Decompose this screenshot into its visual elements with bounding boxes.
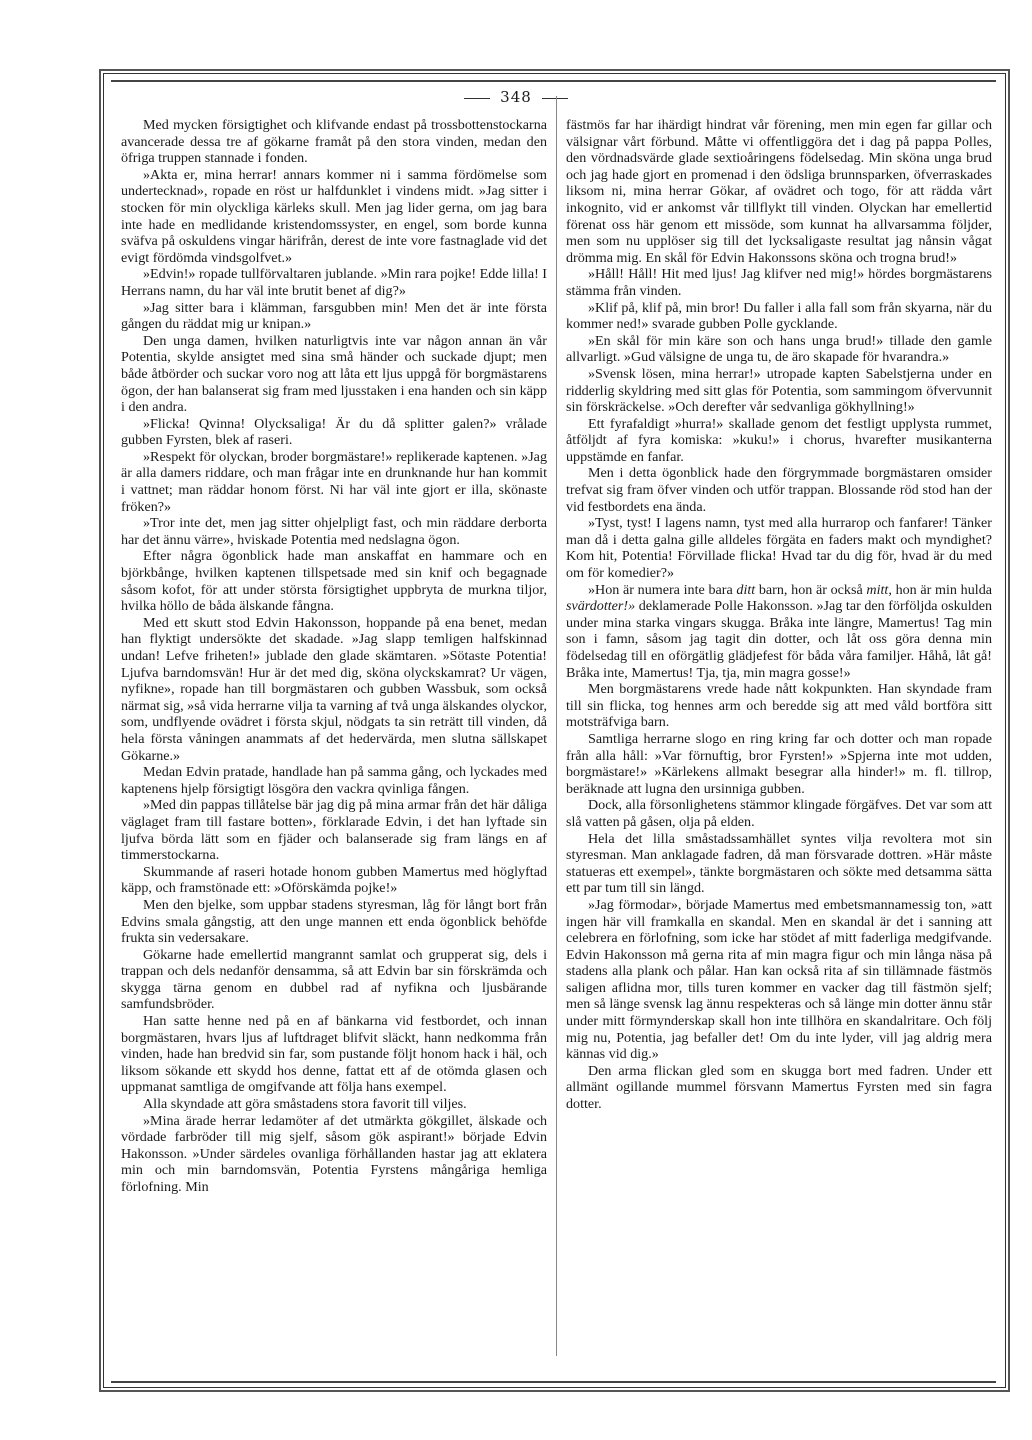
- paragraph: »Mina ärade herrar ledamöter af det utmärkta gökgillet, älskade och vördade farbröder till mig sjelf, såsom gök aspirant!» började Edvin Hakonsson. »Under särdeles ovanliga förhållanden hastar jag att eklatera min och min barndomsvän, Potentia Fyrstens mångåriga hemliga förlofning. Min: [121, 1112, 547, 1195]
- paragraph: Med mycken försigtighet och klifvande endast på trossbottenstockarna avancerade dessa tre af gökarne framåt på den stora vinden, medan den öfriga truppen stannade i fonden.: [121, 117, 547, 167]
- left-column: [121, 117, 547, 1196]
- text-run: »Hon är numera inte bara: [588, 581, 737, 598]
- paragraph: Alla skyndade att göra småstadens stora favorit till viljes.: [143, 1096, 467, 1113]
- page-number: 348: [500, 88, 532, 106]
- paragraph: Men i detta ögonblick hade den förgrymmade borgmästaren omsider trefvat sig fram öfver vinden och utför trappan. Blossande röd stod han der vid festbordets ena ända.: [566, 465, 992, 515]
- paragraph: Han satte henne ned på en af bänkarna vid festbordet, och innan borgmästaren, hvars ljus af luftdraget blifvit släckt, hann nedkomma från vinden, hade han bredvid sin far, som pustande följt honom hack i häl, och liksom sökande ett skydd hos denne, fattat ett af de otömda glasen och uppmanat samtliga de omgifvande att följa hans exempel.: [121, 1013, 547, 1096]
- text-run: barn, hon är också: [755, 581, 867, 598]
- paragraph: Efter några ögonblick hade man anskaffat en hammare och en björkbånge, hvilken kaptenen tillspetsade med sin knif och begagnade såsom kofot, för att under största försigtighet uppbryta de murkna tiljor, hvilka höllo de båda älskande fångna.: [121, 548, 547, 615]
- paragraph: Gökarne hade emellertid mangrannt samlat och grupperat sig, dels i trappan och dels nedanför densamma, så att Edvin bar sin förskrämda och skygga tärna genom en dubbel rad af nyfikna och ljusbärande samfundsbröder.: [121, 946, 547, 1013]
- paragraph: Medan Edvin pratade, handlade han på samma gång, och lyckades med kaptenens hjelp försigtigt lösgöra den vackra qvinliga fången.: [121, 764, 547, 797]
- paragraph: Den unga damen, hvilken naturligtvis inte var någon annan än vår Potentia, skylde ansigtet med sina små händer och suckade djupt; men både åtbörder och suckar voro nog att låta ett ljus uppgå för borgmästarens ögon, der han balanserat sig fram med ljusstaken i ena handen och sin käpp i den andra.: [121, 332, 547, 416]
- paragraph: Men borgmästarens vrede hade nått kokpunkten. Han skyndade fram till sin flicka, tog hennes arm och beredde sig att med våld bortföra sitt motsträfviga barn.: [566, 681, 992, 731]
- column-divider: [556, 96, 558, 1356]
- paragraph: Dock, alla försonlighetens stämmor klingade förgäfves. Det var som att slå vatten på gåsen, olja på elden.: [566, 797, 992, 830]
- paragraph: »Klif på, klif på, min bror! Du faller i alla fall som från skyarna, när du kommer ned!» svarade gubben Polle gycklande.: [566, 299, 992, 333]
- paragraph: »Edvin!» ropade tullförvaltaren jublande. »Min rara pojke! Edde lilla! I Herrans namn, du har väl inte brutit benet af dig?»: [121, 266, 547, 299]
- text-run: deklamerade Polle Hakonsson. »Jag tar den förföljda oskulden under mina starka vingars skugga. Bråka inte längre, Mamertus! Tag min son i famn, såsom jag tagit din dotter, och låt oss göra denna min födelsedag till en oförgätlig glädjefest för båda våra familjer. Håhå, låt gå! Bråka inte, Mamertus! Tja, tja, min magra gosse!»: [566, 598, 992, 681]
- header-dash-right: [542, 98, 568, 99]
- emphasis: mitt: [866, 581, 889, 598]
- header-dash-left: [464, 98, 490, 99]
- paragraph: Ett fyrafaldigt »hurra!» skallade genom det festligt upplysta rummet, åtföljdt af fyra komiska: »kuku!» i chorus, hvarefter musikanterna uppstämde en fanfar.: [566, 415, 992, 465]
- paragraph: »Jag förmodar», började Mamertus med embetsmannamessig ton, »att ingen här vill framkalla en skandal. Men en skandal är det i sanning att celebrera en förlofning, som icke har stödet af mitt faderliga medgifvande. Edvin Hakonsson må gerna rita af min magra figur och min långa näsa på stadens alla plank och pålar. Han kan också rita af sin tillämnade fästmös saligen aflidna mor, tills turen kommer en vacker dag till fästmön sjelf; men så länge svensk lag ännu respekteras och så länge min dotter ännu står under mitt förmynderskap skall hon inte tillhöra en skandalritare. Och följ mig nu, Potentia, jag befaller det! Om du inte lyder, vill jag aldrig mera kännas vid dig.»: [566, 896, 992, 1063]
- page-header: [0, 88, 1032, 106]
- paragraph: »Med din pappas tillåtelse bär jag dig på mina armar från det här dåliga väglaget fram till fastare botten», förklarade Edvin, i det han lyftade sin ljufva börda lätt som en fjäder och balanserade sig fram längs en af timmerstockarna.: [121, 797, 547, 864]
- paragraph: fästmös far har ihärdigt hindrat vår förening, men min egen far gillar och välsignar vårt förbund. Måtte vi offentliggöra det i dag på pappa Polles, den vördnadsvärde glade sextioåringens födelsedag. Min sköna unga brud och jag hade gjort en promenad i den ödsliga brunnsparken, öfverraskades liksom ni, mina herrar Gökar, af ovädret och togo, för att rädda vårt inkognito, vid er ankomst vår tillflykt till vinden. Olyckan har emellertid förenat oss här genom ett missöde, som kunnat ha allvarsamma följder, men som nu upplöser sig till det lycksaligaste resultat jag nånsin vågat drömma mig. En skål för Edvin Hakonssons sköna och trogna brud!»: [566, 117, 992, 266]
- paragraph: Men den bjelke, som uppbar stadens styresman, låg för långt bort från Edvins smala gångstig, att den unge mannen ett enda ögonblick behöfde frukta sin vedersakare.: [121, 896, 547, 947]
- paragraph: »Tror inte det, men jag sitter ohjelpligt fast, och min räddare derborta har det ännu värre», hviskade Potentia med nedslagna ögon.: [121, 515, 547, 548]
- paragraph: Den arma flickan gled som en skugga bort med fadren. Under ett allmänt ogillande mummel försvann Mamertus Fyrsten med sin fagra dotter.: [566, 1062, 992, 1113]
- paragraph: »Respekt för olyckan, broder borgmästare!» replikerade kaptenen. »Jag är alla damers riddare, och man frågar inte en drunknande hur han kommit i vattnet; man räddar honom först. Ni har väl inte gjort er illa, skönaste fröken?»: [121, 448, 547, 515]
- paragraph: »Flicka! Qvinna! Olycksaliga! Är du då splitter galen?» vrålade gubben Fyrsten, blek af raseri.: [121, 415, 547, 449]
- paragraph: »Svensk lösen, mina herrar!» utropade kapten Sabelstjerna under en ridderlig skyldring med sitt glas för Potentia, som sammingom öfvervunnit sin förskräckelse. »Och derefter vår sedvanliga gökhyllning!»: [566, 365, 992, 416]
- emphasis: ditt: [736, 581, 756, 598]
- paragraph: »Jag sitter bara i klämman, farsgubben min! Men det är inte första gången du räddat mig ur knipan.»: [121, 299, 547, 333]
- paragraph: »En skål för min käre son och hans unga brud!» tillade den gamle allvarligt. »Gud välsigne de unga tu, de äro skapade för hvarandra.»: [566, 332, 992, 366]
- paragraph: [566, 582, 992, 682]
- paragraph: »Akta er, mina herrar! annars kommer ni i samma fördömelse som undertecknad», ropade en röst ur halfdunklet i vindens midt. »Jag sitter i stocken för min olyckliga kärleks skull. Men jag lider gerna, om jag bara inte hade en medlidande kristendomssyster, en engel, som borde kunna sväfva på oskuldens vingar härifrån, derest de inte vore fastnaglade vid det evigt fördömda vindsgolfvet.»: [121, 166, 547, 266]
- paragraph: »Håll! Håll! Hit med ljus! Jag klifver ned mig!» hördes borgmästarens stämma från vinden.: [566, 266, 992, 299]
- emphasis: svärdotter!»: [566, 598, 636, 615]
- paragraph: Skummande af raseri hotade honom gubben Mamertus med höglyftad käpp, och framstönade ett: »Oförskämda pojke!»: [121, 863, 547, 897]
- paragraph: Hela det lilla småstadssamhället syntes vilja revoltera mot sin styresman. Man anklagade fadren, då man försvarade dottren. »Här måste statueras ett exempel», tänkte borgmästaren och sökte med detsamma sätta ett par tum till sin längd.: [566, 830, 992, 897]
- right-column: [566, 117, 992, 1113]
- paragraph: Med ett skutt stod Edvin Hakonsson, hoppande på ena benet, medan han flyktigt undersökte det skadade. »Jag slapp temligen halfskinnad undan! Lefve friheten!» jublade den glade skämtaren. »Sötaste Potentia! Ljufva barndomsvän! Hur är det med dig, sköna olyckskamrat? Ur vägen, nyfikne», ropade han till borgmästaren och gubben Wassbuk, som också närmat sig, »så vida herrarne vilja ta varning af två unga älskandes olyckor, som, undflyende ovädret i första skjul, nödgats ta sin reträtt till vinden, då hela första våningen anammats af det hedervärda, men slutna sällskapet Gökarne.»: [121, 614, 548, 764]
- paragraph: »Tyst, tyst! I lagens namn, tyst med alla hurrarop och fanfarer! Tänker man då i detta galna gille alldeles förgäta en faders makt och myndighet? Kom hit, Potentia! Förvillade flicka! Hvad tar du dig för, hvad är du med om för komedier?»: [566, 515, 992, 582]
- paragraph: Samtliga herrarne slogo en ring kring far och dotter och man ropade från alla håll: »Var förnuftig, bror Fyrsten!» »Spjerna inte mot udden, borgmästare!» »Kärlekens allmakt besegrar alla hinder!» m. fl. tillrop, beräknade att lugna den ursinniga gubben.: [566, 730, 992, 797]
- text-run: , hon är min hulda: [888, 581, 992, 598]
